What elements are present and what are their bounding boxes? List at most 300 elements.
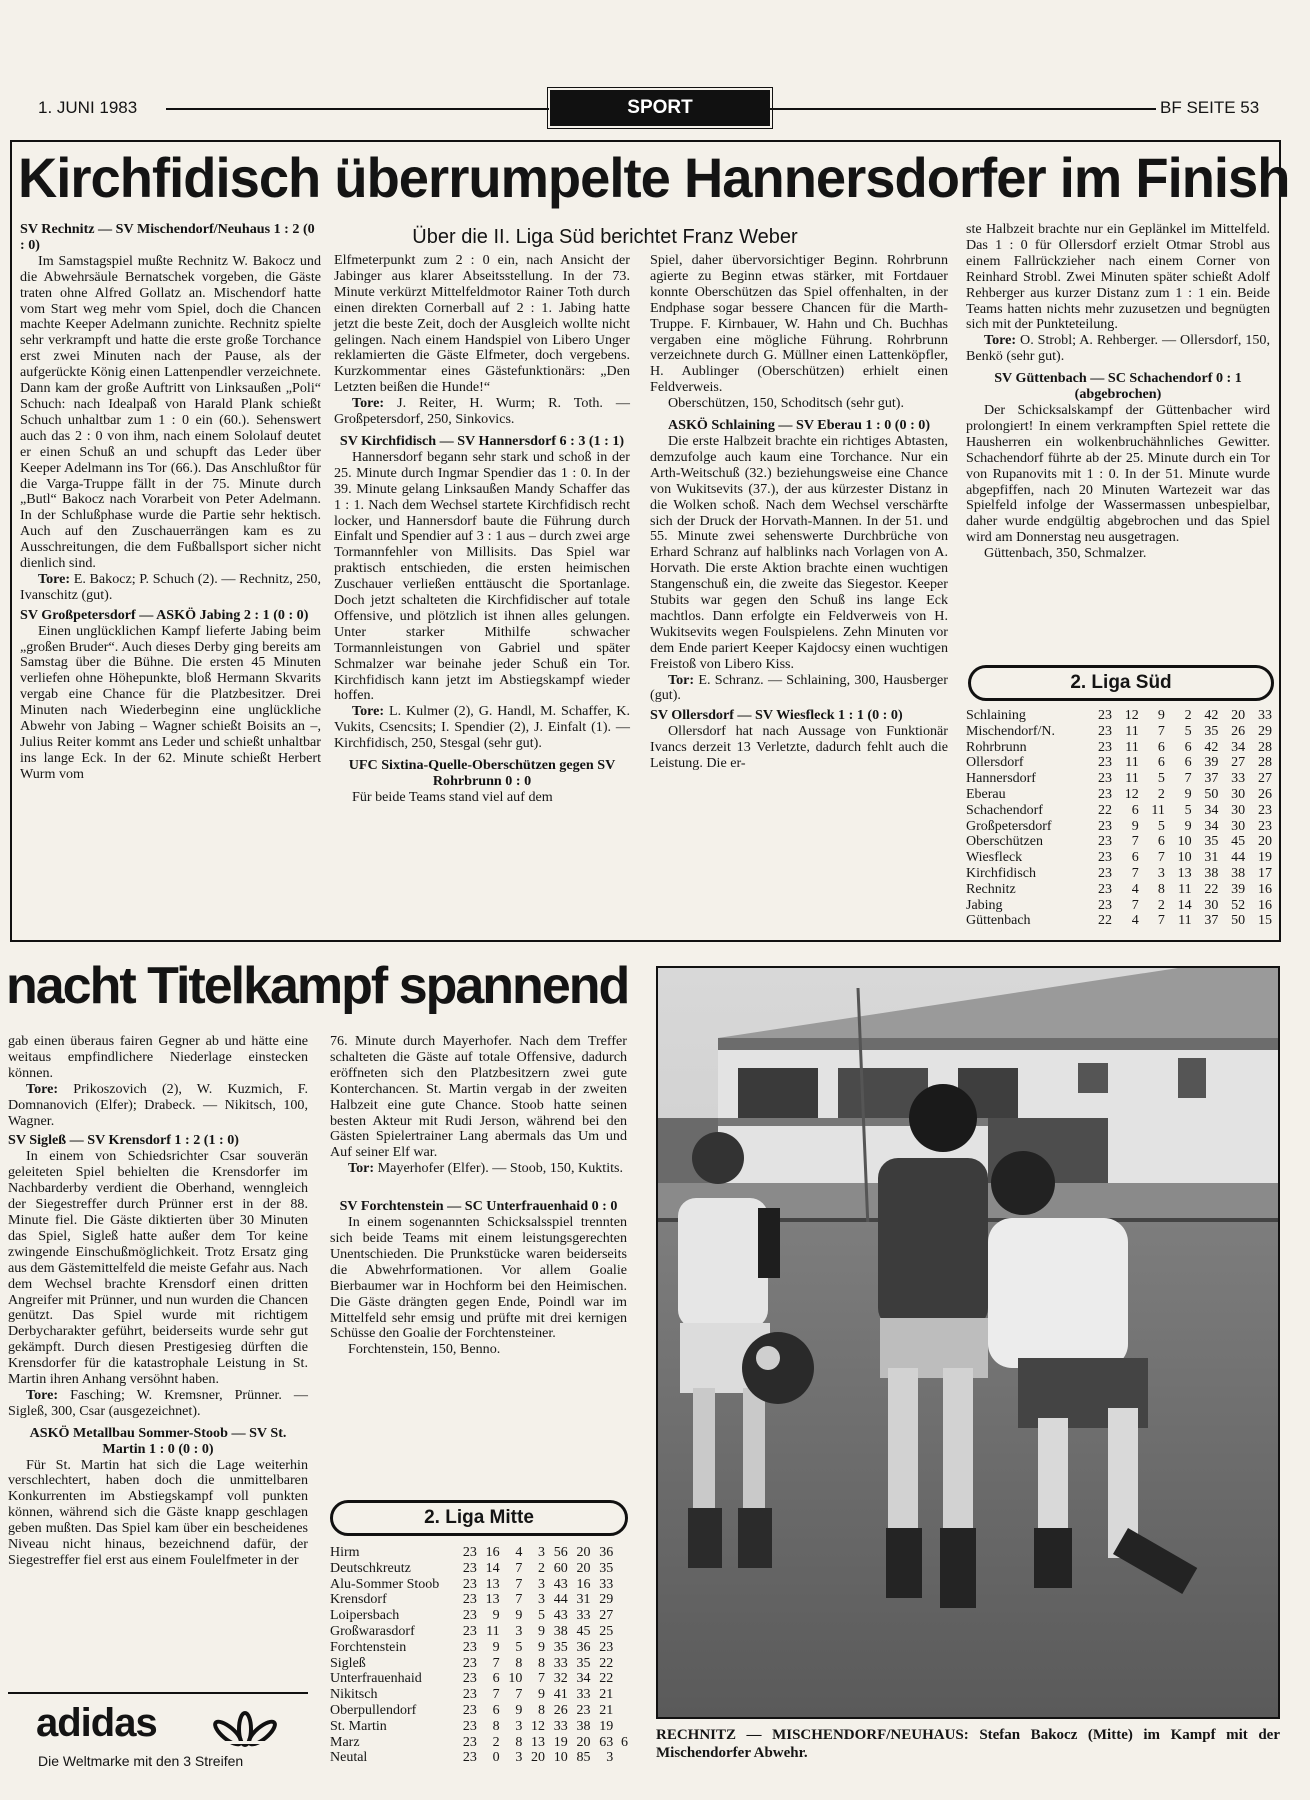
- table-cell: 15: [1258, 913, 1272, 929]
- goals-text: Prikoszovich (2), W. Kuzmich, F. Domnanovich (Elfer); Drabeck. — Nikitsch, 100, Wagner.: [8, 1080, 309, 1129]
- table-cell: 9: [492, 1639, 500, 1655]
- match-heading: SV Sigleß — SV Krensdorf 1 : 2 (1 : 0): [8, 1132, 239, 1149]
- table-row: [966, 803, 1272, 819]
- article-text: Spiel, daher übervorsichtiger Beginn. Rohrbrunn agierte zu Beginn etwas stärker, mit Fortdauer konnte Oberschützen das Spiel offenhalten, in der Endphase sogar bessere Chancen für die Marth-Truppe. F. Kirnbauer, W. Hahn und Ch. Buchhas vergaben eine mögliche Führung. Rohrbrunn verzeichnete durch G. Müllner einen Lattenköpfler, H. Aublinger (Oberschützen) erhielt einen Feldverweis.: [650, 252, 948, 396]
- table-cell: 42: [1204, 708, 1219, 723]
- table-row: [966, 724, 1272, 740]
- table-cell: 9: [538, 1623, 546, 1639]
- article-text: Forchtenstein, 150, Benno.: [348, 1341, 501, 1358]
- team-name: Oberschützen: [966, 834, 1043, 850]
- top-column-4: [966, 222, 1270, 562]
- adidas-ad: [30, 1701, 290, 1785]
- table-cell: 5: [1184, 802, 1192, 818]
- goals-text: Fasching; W. Kremsner, Prünner. — Sigleß, 300, Csar (ausgezeichnet).: [8, 1386, 308, 1419]
- table-row: [966, 787, 1272, 803]
- table-cell: 45: [576, 1623, 591, 1639]
- table-cell: 39: [1231, 881, 1246, 897]
- table-cell: 33: [553, 1655, 568, 1671]
- table-cell: 3: [538, 1592, 546, 1608]
- team-name: Großpetersdorf: [966, 818, 1052, 834]
- article-text: Für St. Martin hat sich die Lage weiterhin verschlechtert, haben doch die unmittelbaren Konkurrenten im Abstiegskampf voll punkten können, während sich die Gäste knapp geschlagen geben mußten. Das Spiel kam über ein bescheidenes Niveau nicht hinaus, bezeichnend dafür, der Siegestreffer fiel erst aus einem Foulelfmeter in der: [8, 1456, 308, 1568]
- league-table-sued: [966, 708, 1272, 929]
- table-cell: 33: [1258, 708, 1272, 723]
- table-cell: 23: [1097, 850, 1112, 866]
- article-text: Für beide Teams stand viel auf dem: [352, 788, 553, 805]
- team-name: Rechnitz: [966, 881, 1016, 897]
- table-cell: 29: [1258, 723, 1272, 739]
- goals-text: O. Strobl; A. Rehberger. — Ollersdorf, 150, Benkö (sehr gut).: [966, 332, 1270, 365]
- article-text: Der Schicksalskampf der Güttenbacher wird prolongiert! In einem verkrampften Spiel rettete die Hausherren ein wolkenbruchähnliches Gewitter. Schachendorf führte ab der 25. Minute durch ein Tor von Rupanovits mit 1 : 0. In der 51. Minute wurde abgepfiffen, nach 20 Minuten Wartezeit war das Spielfeld infolge der Wassermassen unbespielbar, daher wurde endgültig abgebrochen und das Spiel wird am Donnerstag neu ausgetragen.: [966, 401, 1270, 546]
- table-cell: 35: [576, 1655, 591, 1671]
- table-row: [330, 1735, 628, 1751]
- match-heading: ASKÖ Schlaining — SV Eberau 1 : 0 (0 : 0): [667, 417, 931, 434]
- team-name: Sigleß: [330, 1655, 366, 1671]
- table-title-liga-mitte: 2. Liga Mitte: [330, 1500, 628, 1536]
- table-cell: 11: [1178, 881, 1192, 897]
- table-cell: 23: [462, 1623, 477, 1639]
- team-name: Jabing: [966, 897, 1003, 913]
- table-cell: 7: [1157, 850, 1165, 866]
- table-cell: 44: [553, 1592, 568, 1608]
- table-row: [330, 1671, 628, 1687]
- table-cell: 25: [599, 1623, 614, 1639]
- table-cell: 23: [462, 1671, 477, 1687]
- match-heading: SV Rechnitz — SV Mischendorf/Neuhaus 1 : 2 (0 : 0): [20, 221, 315, 253]
- match-heading: SV Ollersdorf — SV Wiesfleck 1 : 1 (0 : 0): [650, 707, 903, 724]
- table-cell: 8: [515, 1734, 523, 1750]
- table-cell: 23: [462, 1750, 477, 1766]
- header-date: 1. JUNI 1983: [38, 98, 138, 117]
- table-row: [330, 1703, 628, 1719]
- table-cell: 6: [492, 1702, 500, 1718]
- table-cell: 19: [1258, 850, 1272, 866]
- goals-label: Tore:: [352, 395, 385, 412]
- table-cell: 30: [1231, 786, 1246, 802]
- table-cell: 31: [1204, 850, 1219, 866]
- table-row: [330, 1640, 628, 1656]
- table-cell: 7: [515, 1560, 523, 1576]
- table-cell: 63: [599, 1734, 614, 1750]
- table-cell: 30: [1231, 818, 1246, 834]
- table-cell: 20: [531, 1750, 546, 1766]
- table-cell: 38: [1231, 865, 1246, 881]
- article-text: Ollersdorf hat nach Aussage von Funktionär Ivancs derzeit 13 Verletzte, dadurch fehlt auch die Leistung. Die er-: [650, 723, 948, 772]
- table-cell: 9: [515, 1608, 523, 1624]
- table-cell: 23: [462, 1639, 477, 1655]
- table-cell: 2: [538, 1560, 546, 1576]
- table-row: [966, 740, 1272, 756]
- team-name: Eberau: [966, 786, 1006, 802]
- table-cell: 33: [599, 1576, 614, 1592]
- goals-text: E. Schranz. — Schlaining, 300, Hausberger (gut).: [650, 671, 948, 704]
- table-cell: 6: [1157, 834, 1165, 850]
- table-cell: 23: [599, 1639, 614, 1655]
- table-cell: 13: [531, 1734, 546, 1750]
- table-cell: 14: [485, 1560, 500, 1576]
- table-cell: 23: [462, 1576, 477, 1592]
- table-cell: 11: [1178, 913, 1192, 929]
- table-cell: 16: [1258, 881, 1272, 897]
- table-cell: 10: [508, 1671, 523, 1687]
- team-name: Rohrbrunn: [966, 739, 1027, 755]
- table-row: [966, 819, 1272, 835]
- table-cell: 7: [492, 1655, 500, 1671]
- table-cell: 7: [1131, 834, 1139, 850]
- table-cell: 20: [576, 1560, 591, 1576]
- table-cell: 43: [553, 1608, 568, 1624]
- table-cell: 20: [1258, 834, 1272, 850]
- table-cell: 29: [599, 1592, 614, 1608]
- table-cell: 5: [1157, 771, 1165, 787]
- table-cell: 45: [1231, 834, 1246, 850]
- table-cell: 23: [462, 1608, 477, 1624]
- top-column-3: [650, 253, 948, 772]
- goals-label: Tore:: [352, 703, 385, 720]
- table-cell: 5: [515, 1639, 523, 1655]
- article-text: Güttenbach, 350, Schmalzer.: [984, 545, 1147, 562]
- table-cell: 23: [576, 1702, 591, 1718]
- table-cell: 10: [1177, 834, 1192, 850]
- header-rule-left: [166, 108, 549, 110]
- goals-label: Tore:: [984, 332, 1017, 349]
- table-row: [966, 850, 1272, 866]
- table-cell: 38: [1204, 865, 1219, 881]
- table-row: [966, 755, 1272, 771]
- league-table-mitte: [330, 1545, 628, 1766]
- match-heading: SV Güttenbach — SC Schachendorf 0 : 1 (abgebrochen): [994, 370, 1242, 403]
- table-cell: 8: [492, 1718, 500, 1734]
- table-cell: 31: [576, 1592, 591, 1608]
- table-cell: 22: [599, 1655, 614, 1671]
- table-cell: 8: [515, 1655, 523, 1671]
- table-cell: 7: [538, 1671, 546, 1687]
- table-cell: 6: [1184, 739, 1192, 755]
- table-cell: 11: [1151, 802, 1165, 818]
- table-cell: 23: [462, 1734, 477, 1750]
- goals-label: Tor:: [668, 671, 695, 688]
- table-cell: 7: [515, 1576, 523, 1592]
- table-cell: 32: [553, 1671, 568, 1687]
- adidas-slogan: Die Weltmarke mit den 3 Streifen: [38, 1753, 244, 1769]
- team-name: Marz: [330, 1734, 360, 1750]
- table-cell: 6: [1131, 850, 1139, 866]
- team-name: Forchtenstein: [330, 1639, 407, 1655]
- table-cell: 22: [1204, 881, 1219, 897]
- photo-football-scene: [658, 968, 1278, 1717]
- table-cell: 52: [1231, 897, 1246, 913]
- table-cell: 35: [1204, 723, 1219, 739]
- article-text: Hannersdorf begann sehr stark und schoß in der 25. Minute durch Ingmar Spendier das 1 : 0. In der 39. Minute gelang Linksaußen Mandy Schaffer das 1 : 1. Nach dem Wechsel startete Kirchfidisch recht locker, und Hannersdorf baute die Führung durch Einfalt und Spendier auf 3 : 1 aus – durch zwei arge Tormannfehler von Millisits. Das Spiel war praktisch entschieden, die ersten heimischen Zuschauer verließen enttäuscht die Sportanlage. Doch jetzt schalteten die Kirchfidischer auf totale Offensive, und plötzlich ist ihnen alles gelungen. Unter starker Mithilfe schwacher Tormannleistungen von Gabriel und später Schmalzer war beinahe jeder Schuß ein Tor. Kirchfidisch kann jetzt im Abstiegskampf wieder hoffen.: [334, 448, 630, 704]
- table-cell: 6: [1157, 739, 1165, 755]
- team-name: Hannersdorf: [966, 771, 1036, 787]
- table-cell: 9: [1131, 818, 1139, 834]
- table-cell: 6: [1131, 802, 1139, 818]
- team-name: Loipersbach: [330, 1608, 400, 1624]
- table-cell: 23: [1097, 739, 1112, 755]
- table-cell: 7: [1131, 865, 1139, 881]
- table-cell: 34: [576, 1671, 591, 1687]
- table-cell: 37: [1204, 913, 1219, 929]
- table-cell: 7: [492, 1687, 500, 1703]
- table-cell: 7: [1131, 897, 1139, 913]
- header-page: BF SEITE 53: [1160, 98, 1260, 117]
- table-title-liga-sued: 2. Liga Süd: [968, 665, 1274, 701]
- table-cell: 12: [1124, 708, 1139, 723]
- table-cell: 2: [492, 1734, 500, 1750]
- table-cell: 19: [553, 1734, 568, 1750]
- table-cell: 16: [485, 1545, 500, 1560]
- table-cell: 38: [553, 1623, 568, 1639]
- table-row: [966, 898, 1272, 914]
- table-cell: 3: [515, 1750, 523, 1766]
- article-text: Die erste Halbzeit brachte ein richtiges Abtasten, demzufolge auch kaum eine Torchance. Nur ein Arth-Weitschuß (32.) beziehungsweise eine Chance von Wukitsevits (37.), der aus kürzester Distanz in die Wolken schoß. Nach dem Wechsel verschärfte sich der Druck der Horvath-Mannen. In der 51. und 55. Minute zwei sehenswerte Durchbrüche von Erhard Schranz auf halblinks nach Vorlagen von A. Horvath. Die erste Aktion brachte einen wuchtigen Stangenschuß ein, die zweite das Siegestor. Keeper Stubits war gegen den Schuß ins lange Eck machtlos. Dann erfolgte ein Feldverweis von H. Wukitsevits wegen Foulspielens. Zehn Minuten vor dem Ende pariert Keeper Kajdocsy einen wuchtigen Freistoß von Libero Kiss.: [650, 432, 948, 672]
- table-cell: 5: [1157, 818, 1165, 834]
- table-cell: 11: [1125, 771, 1139, 787]
- table-cell: 28: [1258, 755, 1272, 771]
- table-cell: 6: [1184, 755, 1192, 771]
- table-cell: 3: [1157, 865, 1165, 881]
- team-name: Deutschkreutz: [330, 1560, 411, 1576]
- article-text: In einem von Schiedsrichter Csar souverän geleiteten Spiel behielten die Krensdorfer im Nachbarderby verdient die Oberhand, wenngleich der Siegestreffer durch Prünner erst in der 88. Minute fiel. Die Gäste diktierten über 30 Minuten das Spiel, Sigleß hatte außer dem Tor keine zwingende Einschußmöglichkeit. Trotz Ersatz ging aus dem Gästemittelfeld die meiste Gefahr aus. Nach dem Wechsel brachte Krensdorf einen dritten Angreifer mit Prünner, und nun wurden die Chancen genützt. Das Spiel wurde mit richtigem Derbycharakter geführt, beiderseits wurde sehr gut gekämpft. Durch diesen Prestigesieg dürften die Krensdorfer für die katastrophale Leistung in St. Martin ihren Anhang versöhnt haben.: [8, 1148, 308, 1388]
- table-cell: 14: [1177, 897, 1192, 913]
- table-cell: 8: [538, 1655, 546, 1671]
- goals-label: Tor:: [348, 1160, 375, 1177]
- article-text: Im Samstagspiel mußte Rechnitz W. Bakocz und die Abwehrsäule Bernatschek vorgeben, die Gäste traten ohne Alfred Gollatz an. Mischendorf hatte vom Start weg mehr vom Spiel, doch die Chancen machte Keeper Adelmann zunichte. Rechnitz spielte sehr verkrampft und hatte die erste große Torchance erst zwei Minuten nach der Pause, als der aufgerückte König einen Lattenpendler verzeichnete. Dann kam der große Auftritt von Linksaußen „Poli“ Schuch: nach Idealpaß von Harald Plank schießt Schuch unhaltbar zum 1 : 0 ein (60.). Sehenswert auch das 2 : 0 von ihm, nach einem Sololauf deutet er einen Schuß an und schupft das Leder über Keeper Adelmann ins Tor (66.). Das Anschlußtor für die Varga-Truppe fällt in der 75. Minute durch „Butl“ Bakocz nach Vorarbeit von Peter Adelmann. In der Schlußphase wurde die Partie sehr hektisch. Auch auf den Zuschauerrängen kam es zu Ausschreitungen, die dem Fußballsport sicher nicht dienlich sind.: [20, 252, 321, 572]
- table-cell: 0: [492, 1750, 500, 1766]
- goals-text: Mayerhofer (Elfer). — Stoob, 150, Kuktits.: [377, 1160, 624, 1177]
- table-row: [330, 1719, 628, 1735]
- table-cell: 7: [515, 1592, 523, 1608]
- table-row: [330, 1592, 628, 1608]
- header-rule-right: [770, 108, 1156, 110]
- table-cell: 16: [576, 1576, 591, 1592]
- table-cell: 23: [1097, 755, 1112, 771]
- table-cell: 50: [1231, 913, 1246, 929]
- table-cell: 20: [576, 1545, 591, 1560]
- team-name: Krensdorf: [330, 1592, 387, 1608]
- table-cell: 41: [553, 1687, 568, 1703]
- team-name: Schachendorf: [966, 802, 1043, 818]
- trefoil-logo-icon: [210, 1711, 280, 1755]
- table-cell: 8: [1157, 881, 1165, 897]
- goals-text: L. Kulmer (2), G. Handl, M. Schaffer, K. Vukits, Csencsits; I. Spendier (2), J. Einfalt (1). — Kirchfidisch, 250, Stesgal (sehr gut).: [334, 703, 630, 752]
- table-cell: 30: [1231, 802, 1246, 818]
- table-cell: 21: [599, 1687, 614, 1703]
- table-row: [966, 913, 1272, 929]
- table-cell: 3: [538, 1576, 546, 1592]
- table-cell: 5: [1184, 723, 1192, 739]
- table-cell: 4: [1131, 881, 1139, 897]
- team-name: Schlaining: [966, 708, 1026, 723]
- table-cell: 9: [538, 1687, 546, 1703]
- table-cell: 8: [538, 1702, 546, 1718]
- table-cell: 4: [1131, 913, 1139, 929]
- table-cell: 3: [538, 1545, 546, 1560]
- team-name: Oberpullendorf: [330, 1702, 417, 1718]
- photo-caption: RECHNITZ — MISCHENDORF/NEUHAUS: Stefan Bakocz (Mitte) im Kampf mit der Mischendorfer Abwehr.: [656, 1727, 1280, 1761]
- table-cell: 10: [1177, 850, 1192, 866]
- table-cell: 27: [1258, 771, 1272, 787]
- table-cell: 23: [1097, 897, 1112, 913]
- team-name: Mischendorf/N.: [966, 723, 1056, 739]
- table-cell: 11: [486, 1623, 500, 1639]
- bottom-column-2: [330, 1034, 627, 1358]
- table-cell: 35: [553, 1639, 568, 1655]
- table-cell: 22: [599, 1671, 614, 1687]
- table-cell: 17: [1258, 865, 1272, 881]
- table-cell: 23: [1097, 723, 1112, 739]
- table-cell: 19: [599, 1718, 614, 1734]
- team-name: Kirchfidisch: [966, 865, 1036, 881]
- article-text: In einem sogenannten Schicksalsspiel trennten sich beide Teams mit einem leistungsgerechten Unentschieden. Die Prunkstücke waren beiderseits die Abwehrformationen. Vor allem Goalie Bierbaumer war in Hochform bei den Heimischen. Die Gäste drängten gegen Ende, Poindl war im Mittelfeld sehr emsig und prüfte mit drei kernigen Schüsse den Goalie der Forchtensteiner.: [330, 1214, 627, 1342]
- table-cell: 36: [576, 1639, 591, 1655]
- table-row: [330, 1656, 628, 1672]
- table-cell: 9: [492, 1608, 500, 1624]
- table-cell: 7: [515, 1687, 523, 1703]
- table-cell: 33: [576, 1608, 591, 1624]
- table-cell: 6: [492, 1671, 500, 1687]
- match-heading: SV Kirchfidisch — SV Hannersdorf 6 : 3 (1 : 1): [339, 432, 625, 449]
- table-row: [966, 771, 1272, 787]
- table-row: [330, 1750, 628, 1766]
- bottom-column-1: [8, 1034, 308, 1569]
- table-cell: 43: [553, 1576, 568, 1592]
- goals-text: E. Bakocz; P. Schuch (2). — Rechnitz, 250, Ivanschitz (gut).: [20, 570, 321, 603]
- goals-text: J. Reiter, H. Wurm; R. Toth. — Großpetersdorf, 250, Sinkovics.: [334, 395, 630, 428]
- table-row: [330, 1624, 628, 1640]
- table-cell: 23: [462, 1687, 477, 1703]
- article-text: Einen unglücklichen Kampf lieferte Jabing beim „großen Bruder“. Auch dieses Derby ging bereits am Samstag über die Bühne. Die ersten 45 Minuten verliefen ohne Höhepunkte, bloß Hermann Skvarits vergab eine Chance für die Platzbesitzer. Drei Minuten nach Wiederbeginn eine unglückliche Abwehr von Jabing – Wagner schießt Boisits an –, Julius Reiter kommt ans Leder und schießt unhaltbar ins lange Eck. In der 62. Minute schießt Herbert Wurm vom: [20, 622, 321, 782]
- table-cell: 23: [462, 1702, 477, 1718]
- table-cell: 33: [553, 1718, 568, 1734]
- match-heading: SV Forchtenstein — SC Unterfrauenhaid 0 : 0: [339, 1198, 618, 1215]
- table-cell: 9: [1184, 786, 1192, 802]
- table-row: [330, 1561, 628, 1577]
- table-cell: 85: [576, 1750, 591, 1766]
- table-cell: 23: [1097, 708, 1112, 723]
- table-cell: 23: [1097, 771, 1112, 787]
- table-cell: 20: [576, 1734, 591, 1750]
- table-cell: 23: [462, 1655, 477, 1671]
- top-column-1: [20, 218, 321, 783]
- top-column-2: [334, 253, 630, 806]
- table-cell: 23: [1097, 865, 1112, 881]
- table-row: [966, 882, 1272, 898]
- table-cell: 11: [1125, 723, 1139, 739]
- table-cell: 5: [538, 1608, 546, 1624]
- table-row: [966, 834, 1272, 850]
- table-cell: 2: [1157, 897, 1165, 913]
- table-cell: 23: [1097, 818, 1112, 834]
- table-cell: 22: [1097, 802, 1112, 818]
- article-text: gab einen überaus fairen Gegner ab und hätte eine weitaus empfindlichere Niederlage einstecken können.: [8, 1033, 308, 1081]
- table-cell: 23: [462, 1560, 477, 1576]
- table-cell: 22: [1097, 913, 1112, 929]
- table-cell: 7: [1157, 913, 1165, 929]
- table-cell: 23: [1258, 802, 1272, 818]
- table-cell: 30: [1204, 897, 1219, 913]
- table-cell: 23: [462, 1592, 477, 1608]
- team-name: Alu-Sommer Stoob: [330, 1576, 440, 1592]
- table-cell: 9: [1184, 818, 1192, 834]
- table-cell: 23: [462, 1718, 477, 1734]
- table-row: [330, 1608, 628, 1624]
- table-cell: 26: [553, 1702, 568, 1718]
- table-row: [330, 1545, 628, 1561]
- article-text: ste Halbzeit brachte nur ein Geplänkel im Mittelfeld. Das 1 : 0 für Ollersdorf erzielt Otmar Strobl aus einem Fallrückzieher nach einem Corner von Reinhard Strobl. Zwei Minuten später schießt Adolf Rehberger aus kurzer Distanz zum 1 : 1 ein. Beide Teams hatten nichts mehr zuzusetzen und begnügten sich mit der Punkteteilung.: [966, 221, 1270, 333]
- table-cell: 38: [576, 1718, 591, 1734]
- adidas-wordmark: adidas: [36, 1701, 157, 1745]
- table-cell: 23: [1097, 881, 1112, 897]
- table-cell: 50: [1204, 786, 1219, 802]
- table-cell: 23: [1097, 786, 1112, 802]
- article-text: Elfmeterpunkt zum 2 : 0 ein, nach Ansicht der Jabinger aus klarer Abseitsstellung. In der 73. Minute verkürzt Mittelfeldmotor Rainer Toth durch einen direkten Cornerball auf 2 : 1. Jabing hatte jetzt die beste Zeit, doch der Ausgleich wollte nicht gelingen. Nach einem Handspiel von Libero Unger reklamierten die Gäste Elfmeter, doch vergebens. Kurzkommentar eines Gästefunktionärs: „Den Letzten beißen die Hunde!“: [334, 252, 630, 396]
- team-name: St. Martin: [330, 1718, 387, 1734]
- table-cell: 6: [621, 1734, 628, 1750]
- table-cell: 23: [462, 1545, 477, 1560]
- top-byline: Über die II. Liga Süd berichtet Franz Weber: [412, 226, 798, 248]
- match-photo: [656, 966, 1280, 1719]
- table-cell: 13: [485, 1576, 500, 1592]
- team-name: Ollersdorf: [966, 755, 1024, 771]
- table-cell: 23: [1097, 834, 1112, 850]
- table-cell: 35: [1204, 834, 1219, 850]
- table-cell: 16: [1258, 897, 1272, 913]
- table-cell: 33: [1231, 771, 1246, 787]
- table-cell: 7: [1157, 723, 1165, 739]
- table-cell: 34: [1231, 739, 1246, 755]
- table-cell: 2: [1157, 786, 1165, 802]
- table-cell: 6: [1157, 755, 1165, 771]
- table-cell: 28: [1258, 739, 1272, 755]
- match-heading: UFC Sixtina-Quelle-Oberschützen gegen SV Rohrbrunn 0 : 0: [348, 757, 616, 789]
- table-row: [966, 866, 1272, 882]
- article-text: Oberschützen, 150, Schoditsch (sehr gut).: [668, 395, 905, 412]
- table-cell: 20: [1231, 708, 1246, 723]
- table-cell: 34: [1204, 818, 1219, 834]
- table-cell: 60: [553, 1560, 568, 1576]
- table-cell: 26: [1258, 786, 1272, 802]
- table-cell: 23: [1258, 818, 1272, 834]
- team-name: Unterfrauenhaid: [330, 1671, 422, 1687]
- table-cell: 34: [1204, 802, 1219, 818]
- table-cell: 2: [1184, 708, 1192, 723]
- table-cell: 36: [599, 1545, 614, 1560]
- table-cell: 9: [515, 1702, 523, 1718]
- table-cell: 56: [553, 1545, 568, 1560]
- table-cell: 9: [538, 1639, 546, 1655]
- table-cell: 7: [1184, 771, 1192, 787]
- table-row: [330, 1687, 628, 1703]
- table-cell: 33: [576, 1687, 591, 1703]
- table-cell: 13: [485, 1592, 500, 1608]
- table-cell: 9: [1157, 708, 1165, 723]
- table-row: [330, 1577, 628, 1593]
- goals-label: Tore:: [26, 1080, 59, 1097]
- table-cell: 3: [515, 1623, 523, 1639]
- table-cell: 21: [599, 1702, 614, 1718]
- match-heading: SV Großpetersdorf — ASKÖ Jabing 2 : 1 (0 : 0): [20, 606, 309, 623]
- table-cell: 39: [1204, 755, 1219, 771]
- table-cell: 12: [531, 1718, 546, 1734]
- column-rule: [8, 1692, 308, 1694]
- match-heading: ASKÖ Metallbau Sommer-Stoob — SV St. Martin 1 : 0 (0 : 0): [29, 1424, 287, 1457]
- table-cell: 42: [1204, 739, 1219, 755]
- bottom-headline: nacht Titelkampf spannend: [6, 957, 629, 1015]
- table-row: [966, 708, 1272, 724]
- table-cell: 11: [1125, 755, 1139, 771]
- header-section: SPORT: [550, 90, 770, 126]
